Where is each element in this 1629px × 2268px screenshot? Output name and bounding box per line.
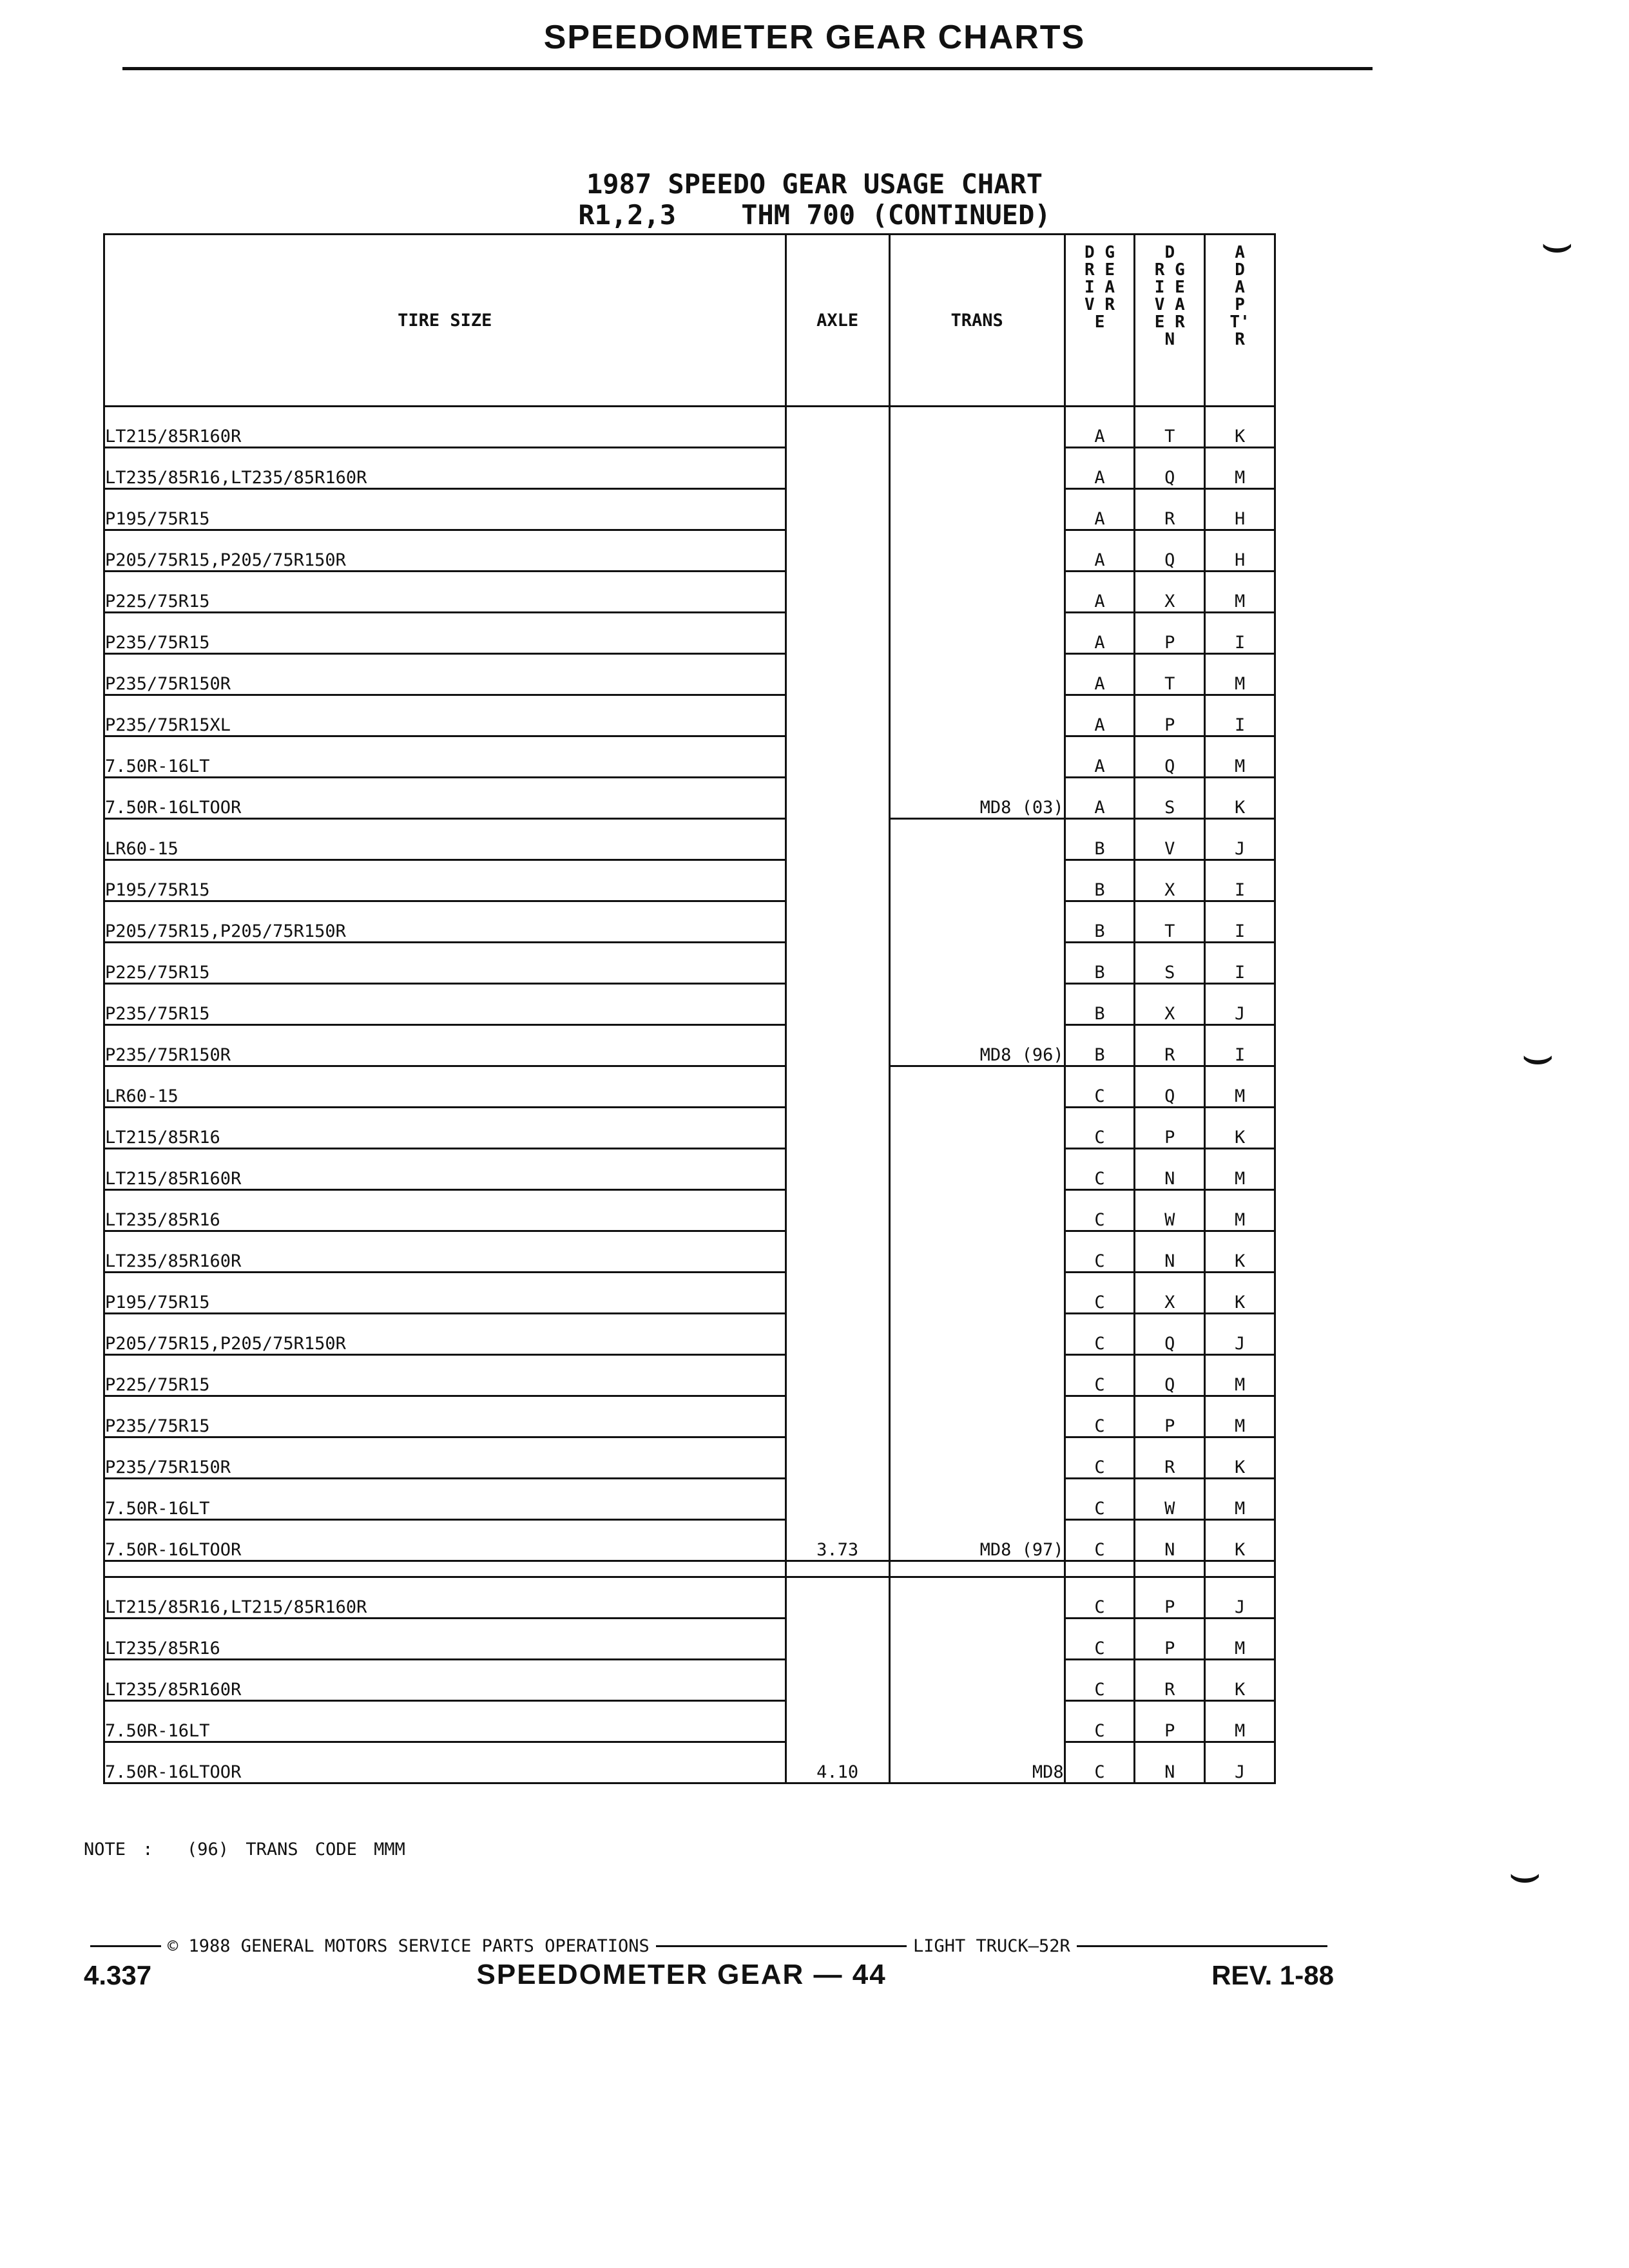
tire-size-cell: LT235/85R160R: [104, 1660, 786, 1701]
driven-gear-cell: P: [1135, 1396, 1205, 1437]
drive-gear-cell: C: [1065, 1231, 1135, 1273]
adapter-cell: J: [1205, 1742, 1275, 1783]
adapter-cell: K: [1205, 778, 1275, 819]
drive-gear-cell: C: [1065, 1520, 1135, 1561]
table-row: [104, 1520, 1275, 1561]
page-header-title: SPEEDOMETER GEAR CHARTS: [543, 19, 1086, 56]
drive-gear-cell: B: [1065, 901, 1135, 943]
tire-size-cell: 7.50R-16LTOOR: [104, 778, 786, 819]
footer-revision: REV. 1-88: [1211, 1960, 1334, 1990]
tire-size-cell: LR60-15: [104, 819, 786, 860]
trans-cell: MD8: [889, 1577, 1065, 1783]
table-row: [104, 1479, 1275, 1520]
header-rule: [122, 67, 1373, 70]
table-row: [104, 1437, 1275, 1479]
adapter-cell: J: [1205, 1314, 1275, 1355]
drive-gear-cell: C: [1065, 1742, 1135, 1783]
driven-gear-cell: P: [1135, 1701, 1205, 1742]
adapter-cell: M: [1205, 1149, 1275, 1190]
tire-size-cell: P195/75R15: [104, 860, 786, 901]
tire-size-cell: P225/75R15: [104, 572, 786, 613]
table-row: [104, 1025, 1275, 1066]
table-row: [104, 1108, 1275, 1149]
trans-cell: MD8 (96): [889, 819, 1065, 1066]
driven-gear-cell: Q: [1135, 448, 1205, 489]
drive-gear-cell: A: [1065, 572, 1135, 613]
drive-gear-cell: C: [1065, 1577, 1135, 1619]
adapter-cell: M: [1205, 1701, 1275, 1742]
table-row: [104, 1619, 1275, 1660]
drive-gear-cell: C: [1065, 1660, 1135, 1701]
table-row: [104, 1577, 1275, 1619]
drive-gear-cell: C: [1065, 1396, 1135, 1437]
footer-dash: [656, 1945, 907, 1947]
footer-dash: [90, 1945, 161, 1947]
axle-cell: 4.10: [786, 1577, 889, 1783]
driven-gear-cell: Q: [1135, 736, 1205, 778]
tire-size-cell: 7.50R-16LTOOR: [104, 1520, 786, 1561]
tire-size-cell: P235/75R15: [104, 613, 786, 654]
drive-gear-cell: C: [1065, 1355, 1135, 1396]
footer-copyright: © 1988 GENERAL MOTORS SERVICE PARTS OPERATIONS: [168, 1936, 650, 1956]
driven-gear-cell: N: [1135, 1149, 1205, 1190]
driven-gear-cell: X: [1135, 1273, 1205, 1314]
driven-gear-cell: T: [1135, 654, 1205, 695]
adapter-cell: K: [1205, 1273, 1275, 1314]
tire-size-cell: P235/75R150R: [104, 1437, 786, 1479]
tire-size-cell: P205/75R15,P205/75R150R: [104, 901, 786, 943]
margin-mark: ⌣: [1508, 1843, 1542, 1903]
tire-size-cell: P235/75R15XL: [104, 695, 786, 736]
speedo-gear-usage-table: [103, 233, 1276, 1784]
adapter-cell: K: [1205, 407, 1275, 448]
adapter-cell: I: [1205, 901, 1275, 943]
drive-gear-cell: A: [1065, 489, 1135, 530]
driven-gear-cell: S: [1135, 778, 1205, 819]
driven-gear-cell: X: [1135, 860, 1205, 901]
tire-size-cell: LT235/85R16: [104, 1619, 786, 1660]
drive-gear-cell: A: [1065, 613, 1135, 654]
table-row: [104, 530, 1275, 572]
table-row: [104, 1396, 1275, 1437]
trans-cell: MD8 (97): [889, 1066, 1065, 1561]
table-row: [104, 1149, 1275, 1190]
table-row: [104, 1273, 1275, 1314]
adapter-cell: J: [1205, 819, 1275, 860]
group-separator-row: [104, 1561, 1275, 1577]
tire-size-cell: LT215/85R160R: [104, 1149, 786, 1190]
tire-size-cell: 7.50R-16LT: [104, 736, 786, 778]
table-row: [104, 943, 1275, 984]
axle-cell: [786, 819, 889, 1066]
tire-size-cell: P235/75R15: [104, 1396, 786, 1437]
driven-gear-cell: Q: [1135, 1355, 1205, 1396]
col-header-drive-gear: D G R E I A V R E: [1065, 235, 1135, 407]
table-row: [104, 778, 1275, 819]
driven-gear-cell: Q: [1135, 1314, 1205, 1355]
driven-gear-cell: W: [1135, 1479, 1205, 1520]
separator-cell: [104, 1561, 786, 1577]
adapter-cell: I: [1205, 1025, 1275, 1066]
adapter-cell: M: [1205, 1479, 1275, 1520]
tire-size-cell: P225/75R15: [104, 943, 786, 984]
table-row: [104, 736, 1275, 778]
drive-gear-cell: C: [1065, 1108, 1135, 1149]
table-row: [104, 654, 1275, 695]
driven-gear-cell: Q: [1135, 530, 1205, 572]
footer-page-number: 4.337: [84, 1960, 152, 1990]
table-header-row: [104, 235, 1275, 407]
col-header-trans: TRANS: [889, 235, 1065, 407]
tire-size-cell: P235/75R150R: [104, 654, 786, 695]
footer-credit-line: [84, 1936, 1334, 1956]
footer-page-title: SPEEDOMETER GEAR — 44: [476, 1959, 887, 1990]
drive-gear-cell: B: [1065, 819, 1135, 860]
table-row: [104, 1066, 1275, 1108]
drive-gear-cell: B: [1065, 943, 1135, 984]
driven-gear-cell: T: [1135, 901, 1205, 943]
driven-gear-cell: R: [1135, 489, 1205, 530]
chart-title-line1: 1987 SPEEDO GEAR USAGE CHART: [586, 168, 1043, 200]
tire-size-cell: LR60-15: [104, 1066, 786, 1108]
col-header-axle: AXLE: [786, 235, 889, 407]
note: NOTE : (96) TRANS CODE MMM: [84, 1840, 405, 1860]
adapter-cell: J: [1205, 984, 1275, 1025]
drive-gear-cell: B: [1065, 984, 1135, 1025]
driven-gear-cell: T: [1135, 407, 1205, 448]
table-row: [104, 1355, 1275, 1396]
drive-gear-cell: C: [1065, 1273, 1135, 1314]
driven-gear-cell: R: [1135, 1660, 1205, 1701]
tire-size-cell: LT215/85R16: [104, 1108, 786, 1149]
chart-title: [0, 169, 1629, 231]
adapter-cell: M: [1205, 448, 1275, 489]
adapter-cell: H: [1205, 530, 1275, 572]
drive-gear-cell: A: [1065, 530, 1135, 572]
table-row: [104, 489, 1275, 530]
tire-size-cell: LT215/85R160R: [104, 407, 786, 448]
adapter-cell: K: [1205, 1231, 1275, 1273]
footer-dash: [1077, 1945, 1327, 1947]
adapter-cell: I: [1205, 695, 1275, 736]
drive-gear-cell: B: [1065, 860, 1135, 901]
driven-gear-cell: R: [1135, 1437, 1205, 1479]
separator-cell: [1205, 1561, 1275, 1577]
drive-gear-cell: A: [1065, 778, 1135, 819]
tire-size-cell: P225/75R15: [104, 1355, 786, 1396]
table-row: [104, 695, 1275, 736]
separator-cell: [1065, 1561, 1135, 1577]
table-row: [104, 407, 1275, 448]
drive-gear-cell: C: [1065, 1479, 1135, 1520]
table-row: [104, 901, 1275, 943]
driven-gear-cell: N: [1135, 1520, 1205, 1561]
tire-size-cell: P195/75R15: [104, 1273, 786, 1314]
driven-gear-cell: S: [1135, 943, 1205, 984]
tire-size-cell: LT235/85R160R: [104, 1231, 786, 1273]
driven-gear-cell: X: [1135, 572, 1205, 613]
adapter-cell: M: [1205, 572, 1275, 613]
drive-gear-cell: A: [1065, 736, 1135, 778]
table-body: [104, 407, 1275, 1783]
adapter-cell: I: [1205, 943, 1275, 984]
adapter-cell: M: [1205, 736, 1275, 778]
adapter-cell: M: [1205, 1619, 1275, 1660]
separator-cell: [786, 1561, 889, 1577]
driven-gear-cell: N: [1135, 1742, 1205, 1783]
drive-gear-cell: C: [1065, 1701, 1135, 1742]
driven-gear-cell: N: [1135, 1231, 1205, 1273]
axle-cell: [786, 407, 889, 819]
drive-gear-cell: A: [1065, 448, 1135, 489]
adapter-cell: M: [1205, 1396, 1275, 1437]
driven-gear-cell: R: [1135, 1025, 1205, 1066]
adapter-cell: K: [1205, 1108, 1275, 1149]
driven-gear-cell: Q: [1135, 1066, 1205, 1108]
drive-gear-cell: C: [1065, 1149, 1135, 1190]
driven-gear-cell: W: [1135, 1190, 1205, 1231]
adapter-cell: H: [1205, 489, 1275, 530]
table-row: [104, 448, 1275, 489]
tire-size-cell: P235/75R15: [104, 984, 786, 1025]
adapter-cell: M: [1205, 1066, 1275, 1108]
trans-cell: MD8 (03): [889, 407, 1065, 819]
chart-title-line2: R1,2,3 THM 700 (CONTINUED): [578, 199, 1051, 231]
margin-mark: ⌣: [1540, 213, 1574, 273]
adapter-cell: K: [1205, 1437, 1275, 1479]
drive-gear-cell: C: [1065, 1066, 1135, 1108]
adapter-cell: M: [1205, 654, 1275, 695]
tire-size-cell: LT215/85R16,LT215/85R160R: [104, 1577, 786, 1619]
driven-gear-cell: P: [1135, 1108, 1205, 1149]
separator-cell: [889, 1561, 1065, 1577]
drive-gear-cell: C: [1065, 1437, 1135, 1479]
col-header-driven-gear: D R G I E V A E R N: [1135, 235, 1205, 407]
table-row: [104, 1231, 1275, 1273]
driven-gear-cell: V: [1135, 819, 1205, 860]
adapter-cell: J: [1205, 1577, 1275, 1619]
driven-gear-cell: P: [1135, 613, 1205, 654]
tire-size-cell: 7.50R-16LT: [104, 1701, 786, 1742]
tire-size-cell: LT235/85R16,LT235/85R160R: [104, 448, 786, 489]
table-row: [104, 984, 1275, 1025]
tire-size-cell: 7.50R-16LT: [104, 1479, 786, 1520]
table-row: [104, 819, 1275, 860]
tire-size-cell: P235/75R150R: [104, 1025, 786, 1066]
driven-gear-cell: P: [1135, 1577, 1205, 1619]
separator-cell: [1135, 1561, 1205, 1577]
col-header-adapter: A D A P T' R: [1205, 235, 1275, 407]
footer-section: LIGHT TRUCK—52R: [912, 1936, 1070, 1956]
adapter-cell: K: [1205, 1660, 1275, 1701]
table-row: [104, 1314, 1275, 1355]
adapter-cell: K: [1205, 1520, 1275, 1561]
footer-bottom: [84, 1959, 1334, 1991]
tire-size-cell: P205/75R15,P205/75R150R: [104, 530, 786, 572]
drive-gear-cell: A: [1065, 695, 1135, 736]
driven-gear-cell: P: [1135, 1619, 1205, 1660]
table-row: [104, 1742, 1275, 1783]
driven-gear-cell: X: [1135, 984, 1205, 1025]
adapter-cell: M: [1205, 1190, 1275, 1231]
margin-mark: ⌣: [1521, 1024, 1555, 1084]
tire-size-cell: LT235/85R16: [104, 1190, 786, 1231]
drive-gear-cell: A: [1065, 407, 1135, 448]
drive-gear-cell: C: [1065, 1314, 1135, 1355]
drive-gear-cell: A: [1065, 654, 1135, 695]
table-row: [104, 1660, 1275, 1701]
table-row: [104, 860, 1275, 901]
adapter-cell: I: [1205, 860, 1275, 901]
tire-size-cell: P195/75R15: [104, 489, 786, 530]
table-row: [104, 1701, 1275, 1742]
tire-size-cell: P205/75R15,P205/75R150R: [104, 1314, 786, 1355]
adapter-cell: M: [1205, 1355, 1275, 1396]
table-row: [104, 572, 1275, 613]
drive-gear-cell: C: [1065, 1619, 1135, 1660]
drive-gear-cell: C: [1065, 1190, 1135, 1231]
table-row: [104, 1190, 1275, 1231]
driven-gear-cell: P: [1135, 695, 1205, 736]
tire-size-cell: 7.50R-16LTOOR: [104, 1742, 786, 1783]
axle-cell: 3.73: [786, 1066, 889, 1561]
drive-gear-cell: B: [1065, 1025, 1135, 1066]
table-row: [104, 613, 1275, 654]
col-header-tire-size: TIRE SIZE: [104, 235, 786, 407]
adapter-cell: I: [1205, 613, 1275, 654]
